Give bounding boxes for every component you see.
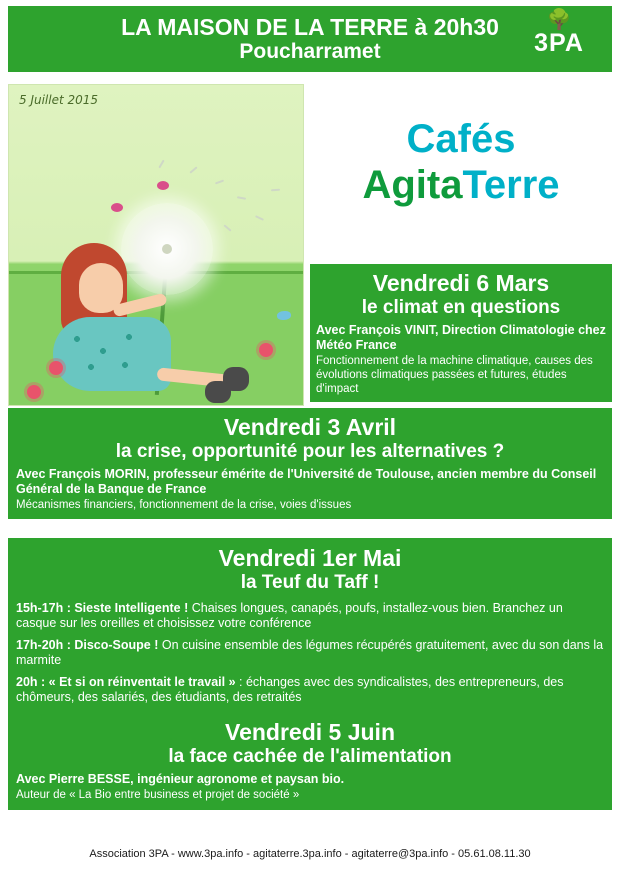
footer-contact: Association 3PA - www.3pa.info - agitaterre.3pa.info - agitaterre@3pa.info - 05.61.08.11.30 [89, 848, 531, 860]
event-item-highlight: 15h-17h : Sieste Intelligente ! [16, 601, 189, 615]
dandelion-seed [271, 189, 280, 192]
title-line-cafes: Cafés [406, 117, 516, 161]
girl-dress [53, 317, 171, 391]
tree-icon: 🌳 [546, 9, 572, 31]
dandelion-seed [189, 166, 197, 173]
event-block-mars [310, 264, 612, 402]
illustration-date-label: 5 Juillet 2015 [19, 93, 99, 107]
event-date: Vendredi 5 Juin [225, 719, 395, 745]
event-speaker: Avec François VINIT, Direction Climatologie chez Météo France [316, 323, 606, 352]
page-title [310, 84, 612, 254]
event-item-text: : échanges avec des syndicalistes, des entrepreneurs, des chômeurs, des salariés, des étudiants, des retraités [16, 675, 564, 704]
event-block-mai [8, 538, 612, 713]
header-venue-line: LA MAISON DE LA TERRE à 20h30 [121, 13, 499, 40]
event-theme: la face cachée de l'alimentation [168, 746, 452, 767]
event-date: Vendredi 6 Mars [372, 270, 550, 296]
dandelion-seed [215, 180, 224, 185]
event-item-highlight: 20h : « Et si on réinventait le travail » [16, 675, 236, 689]
poster [0, 6, 620, 883]
dandelion-puff [121, 203, 213, 295]
event-speaker: Avec Pierre BESSE, ingénieur agronome et paysan bio. [16, 772, 345, 786]
event-item-highlight: 17h-20h : Disco-Soupe ! [16, 638, 159, 652]
illustration-dandelion-girl [8, 84, 304, 406]
poster-header [8, 6, 612, 72]
event-description: Mécanismes financiers, fonctionnement de la crise, voies d'issues [16, 499, 352, 511]
event-theme: la Teuf du Taff ! [240, 572, 380, 593]
event-item [16, 638, 604, 668]
title-agita: Agita [362, 163, 463, 207]
event-speaker: Avec François MORIN, professeur émérite de l'Université de Toulouse, ancien membre du Conseil Général de la Banque de France [16, 467, 597, 496]
event-item-text: On cuisine ensemble des légumes récupérés gratuitement, avec du son dans la marmite [16, 638, 604, 667]
flower-icon [49, 361, 63, 375]
logo-3pa [516, 10, 602, 68]
dandelion-seed [255, 215, 264, 221]
header-city-line: Poucharramet [239, 40, 381, 64]
event-description: Auteur de « La Bio entre business et projet de société » [16, 789, 300, 801]
dandelion-seed [158, 160, 164, 169]
flower-icon [259, 343, 273, 357]
girl-shoe [205, 381, 231, 403]
event-theme: la crise, opportunité pour les alternatives ? [115, 441, 505, 462]
event-description: Fonctionnement de la machine climatique, causes des évolutions climatiques passées et futures, études d'impact [316, 355, 593, 395]
dandelion-seed [237, 196, 246, 200]
event-theme: le climat en questions [361, 297, 561, 318]
dandelion-seed [223, 224, 231, 231]
header-text [121, 15, 499, 63]
butterfly-icon [111, 203, 123, 212]
logo-3pa-label: 3PA [534, 29, 584, 57]
event-block-avril [8, 408, 612, 519]
title-line-agitaterre [310, 162, 612, 208]
event-block-juin [8, 712, 612, 810]
butterfly-icon [157, 181, 169, 190]
bird-icon [277, 311, 291, 320]
flower-icon [27, 385, 41, 399]
event-item [16, 601, 604, 631]
event-date: Vendredi 1er Mai [218, 545, 402, 571]
event-item [16, 675, 604, 705]
title-terre: Terre [462, 163, 560, 207]
event-item-text: Chaises longues, canapés, poufs, installez-vous bien. Branchez un casque sur les oreilles et choisissez votre conférence [16, 601, 563, 630]
event-date: Vendredi 3 Avril [223, 414, 397, 440]
